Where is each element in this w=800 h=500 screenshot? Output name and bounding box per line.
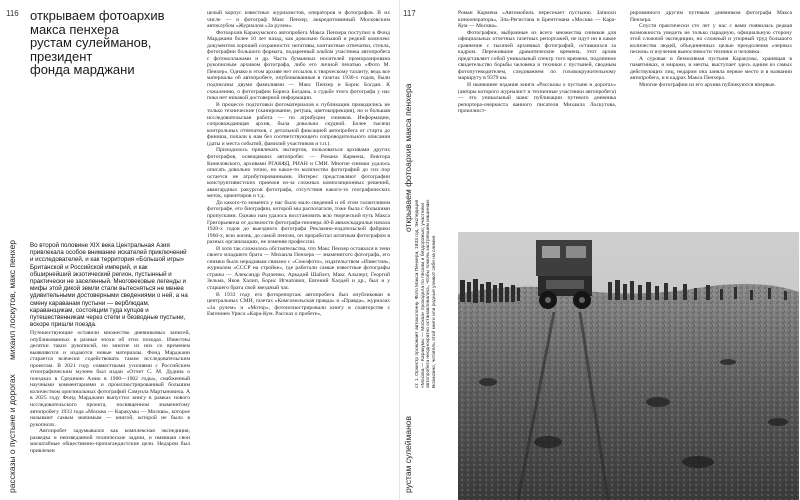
paragraph: Путешествующие оставили множество дневниковых записей, опубликованных в разные эпохи об этих походах. Известны десятки таких рукописей, но многие из них со временем выявляются и издаются новые материалы. Фонд Марджани старается всячески содействовать таким исследовательским проектам. В 2021 году совместными усилиями с Российским этнографическим музеем был издан «Отчет С. М. Дудина о поездках в Среднюю Азию в 1900—1902 годы», снабженный научными комментариями и проиллюстрированный большим количеством оригинальных фотографий Самуила Мартыновича. А в 2025 году Фонд Марджани выпустил книгу в рамках нового исследовательского проекта, посвященном знаменитому автопробегу 1933 года «Москва — Каракумы — Москва», которое называют самым значимым — книгой, которой не было в рукописях.	[30, 330, 190, 428]
photo-caption: ст. 1. Оркестр провожает автоколонну. Фото Макса Пенхера, 1933 год. Экспедиция «Москва — Каракумы — Москва» проходила по пескам и бездорожью; участники автопробега неоднократно останавливались, чтобы помочь застрявшим машинам. Возможно, читатель этой книги или родные узнают себя на снимке.	[415, 198, 437, 388]
paragraph: До какого-то момента у нас было мало сведений и об этом талантливом фотографе, его биографии, которой мы располагали, тоже была с большими пропусками. Однако нам удалось восстановить всю творческий путь Макса Григорьевича от должности фотографа-пионера 40-й авиаэскадрильи начала 1920-х годов до выездного фотографа Рекламно-издательской фабрики 1960-х, всю жизнь, до самой пенсии, он проработал штатным фотографом в разных организациях, не изменяя профессии.	[207, 199, 390, 246]
paragraph: А суровая и безмолвная пустыня Каракумы, хранящая в памятниках, и миражи, и мечты, выступает здесь одним из самых действующих лиц, недаром она заняла первое место и в названии автопробега, и в кадрах Макса Пенхера.	[630, 55, 792, 82]
paragraph: рированного другим путевым дневником фотографа Макса Пенхера.	[630, 10, 792, 23]
paragraph: В 1933 году его фоторепортаж автопробега был опубликован в центральных СМИ, газетах «Комсомольская правда» и «Правда», журналах «За рулем» и «Мотор», фотоиллюстрировали книгу в соавторстве с Евгением Уриса «Кара-Кум. Рассказ о пробеге»,	[207, 291, 390, 318]
paragraph: Фотографии, выбранные из всего множества снимков для официальных отчетных газетных репортажей, не идут ни в какое сравнение с тысячей архивных фотографий, оставшихся за кадром. Пережившие драматические времена, этот архив представляет собой уникальный спектр того времени, подлинное свидетельство борьбы человека и техники с пустыней, сводным фотопутеводителем, следованием по головокружительному маршруту в 9379 км.	[458, 29, 616, 82]
title-line: рустам сулейманов,	[30, 35, 152, 51]
paragraph: Спустя практически сто лет у нас с вами появилась редкая возможность увидеть не только парадную, официальную сторону этой сложной экспедиции, но сложный и упорный труд большого количества людей, объединенных целью преодоления «черных песков» и изучения выносливости техники и человека.	[630, 23, 792, 56]
text-column-4	[630, 10, 792, 225]
title-line: макса пенхера	[30, 21, 119, 37]
ground-texture	[458, 284, 799, 500]
paragraph: В процессе подготовки фотоматериалов к публикации проводились не только технические (сканирование, ретушь, цветокоррекция), но и большая исследовательская работа — по атрибуции снимков. Информации, сопровождающая архив, была довольно скудной. Более тысячи контрольных отпечатков, с детальной фиксацией автопробега от старта до финиша, попали к нам без соответствующего сопроводительного описания (даты и места событий, фамилий участников и т.п.).	[207, 101, 390, 147]
section-label-right: рустам сулейманов	[403, 415, 413, 493]
page-number-left: 116	[6, 9, 19, 18]
paragraph: И нынешнее издание книги «Рассказы о пустыне и дорогах» (авторы которого журналист и техничные участники автопробега) — это уникальный шанс публикации путевого дневника репортера-очеркиста ванного писателя Михаила Лоскутова, проиллюст-	[458, 82, 616, 115]
page-number-right: 117	[403, 9, 416, 18]
intro-paragraph: Во второй половине XIX века Центральная Азия привлекала особое внимание искателей приключений и исследователей, и как территория «Большой игры» Британской и Российской империй, и как обширнейший экзотический регион, пустынный и практически не заселенный. Многовековые легенды и мифы этой дикой земли стали вытесняться не менее удивительными достоверными сведениями о ней, а на смену караванам пустыни — верблюдам, караванщикам, состоящим туда купцов и путешественникам через степи и безводные пустыни, вскоре пришли поезда.	[30, 242, 188, 329]
section-label-left: рассказы о пустыне и дорогах	[7, 374, 17, 493]
text-column-1	[30, 330, 190, 498]
paragraph: Автопробег задумывался как комплексная экспедиция, разведка и неизведанной технические задачи, и имевшая свои масштабные общественно-пропагандистские цели. Недаром был привлечен	[30, 428, 190, 454]
archive-photo	[458, 232, 799, 500]
text-column-2	[207, 10, 390, 498]
text-column-3	[458, 10, 616, 225]
paragraph: И хотя так сложилось обстоятельства, что Макс Пенхер оставался в тени своего младшего брата — Михаила Пенхера — знаменитого фотографа, его снимки было нерадивым связано с «Союзфото», издательством «Известия», журналом «СССР на стройке», где работали самые известные фотографы страны — Александр Родченко, Аркадий Шайхет, Макс Альперт, Георгий Зельма, Яков Халип, Борис Игнатович, Евгений Халдей и др., был и у старшего брата свой звездный час.	[207, 245, 390, 291]
title-line: открываем фотоархив	[30, 8, 165, 23]
paragraph: Фотоархив Каракумского автопробега Макса Пенхера поступил в Фонд Марджани более 10 лет назад, как довольно большой и редкий комплекс документов хорошей сохранности: негативы, контактные отпечатки, стекла, фотографии большого формата, подаренный альбом участника автопробега с фотоколлажами и др. Часть бумажных носителей проморазирована рукописным архивом фотографа, либо его личной печатью «Фото М. Пенхер». Однако в этом архиве нет отсылок к творческому таланту, ведь все материалы об автопробеге, опубликованные в газетах 1930-х годов, были подписаны двумя фамилиями — Макс Пенхер и Борис Богдан. К сожалению, о фотографии Бориса Богдана, о судьбе этого фотографа у нас пока нет никакой достоверной информации.	[207, 29, 390, 102]
paragraph: целый корпус известных журналистов, операторов и фотографов. В их числе — и фотограф Макс Пенхер, аккредитованный Московским автоклубом «Журналом «За рулем».	[207, 10, 390, 30]
article-title	[30, 9, 190, 77]
paragraph: Многие фотографии из его архива публикуются впервые.	[639, 82, 776, 89]
running-head-right: открываем фотоархив макса пенхера	[403, 83, 413, 232]
running-head-left: михаил лоскутов, макс пенхер	[7, 239, 17, 360]
desert-expedition-photo	[458, 232, 799, 500]
title-line: президент	[30, 48, 93, 64]
paragraph: Роман Кармена «Автомобиль пересекает пустыню. Записки кинооператора», Эль-Регистана и Брентгмана «Москва — Кара-Кум — Москва».	[458, 10, 616, 30]
title-line: фонда марджани	[30, 62, 135, 78]
paragraph: Приходилось привлекать экспертов, пользоваться архивами других фотографов, освещавших автопробег. — Романа Кармена, Виктора Кинеловского, архивами РГАКФД, РИАН и СМИ. Многие снимки удалось описать довольно точно, но какое-то количество фотографий до сих пор остается не атрибутированными. Интерес представляют фотографии конструктивистских приемов из-за сложных композиционных решений, авангардных ракурсов фотографа, отсутствия какого-то географических меток, ориентиров и т.д.	[207, 147, 390, 200]
